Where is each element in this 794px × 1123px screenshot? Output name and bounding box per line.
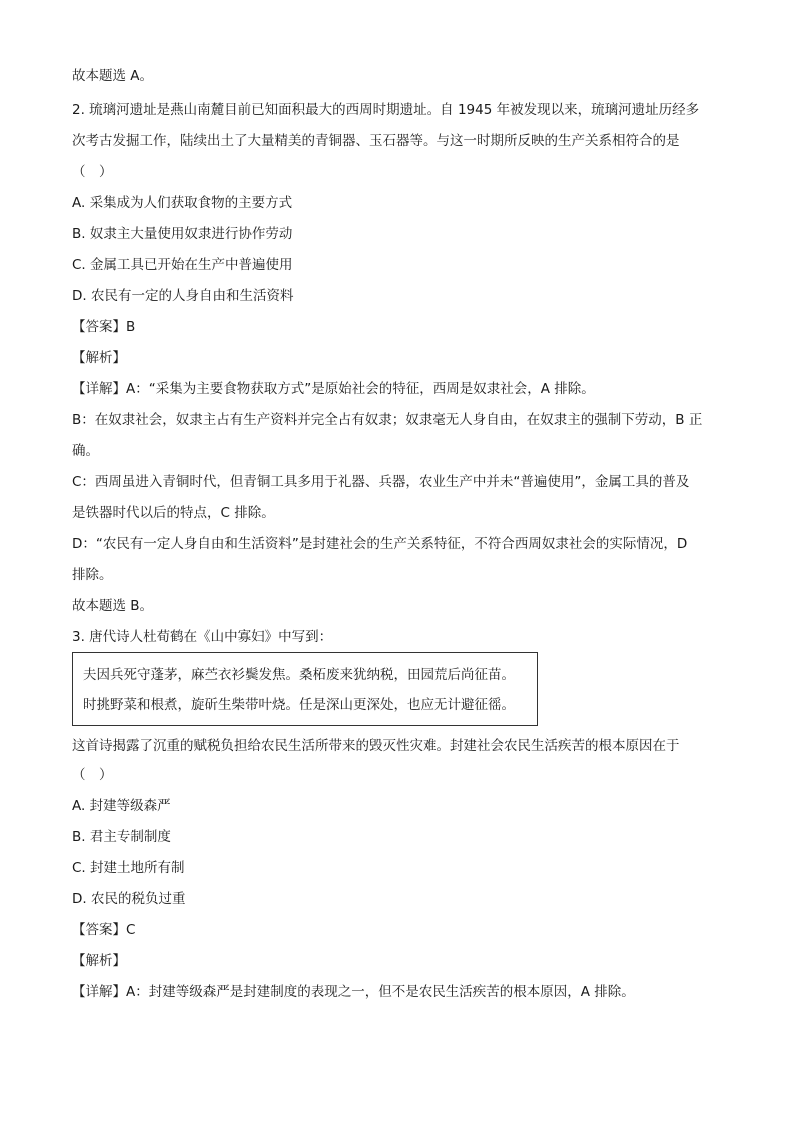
detail-a: 【详解】A：封建等级森严是封建制度的表现之一，但不是农民生活疾苦的根本原因，A 排除。 (72, 984, 635, 1000)
analysis-label: 【解析】 (72, 953, 126, 969)
answer-label: 【答案】B (72, 319, 136, 335)
option-a: A. 封建等级森严 (72, 798, 171, 814)
analysis-label: 【解析】 (72, 350, 126, 366)
question-2-stem-cont: 次考古发掘工作，陆续出土了大量精美的青铜器、玉石器等。与这一时期所反映的生产关系相符合的是 (72, 133, 680, 149)
poem-line: 夫因兵死守蓬茅，麻苎衣衫鬓发焦。桑柘废来犹纳税，田园荒后尚征苗。 (83, 667, 515, 683)
option-c: C. 金属工具已开始在生产中普遍使用 (72, 257, 293, 273)
answer-blank: （ ） (72, 767, 113, 783)
detail-b-cont: 确。 (72, 443, 99, 459)
detail-c: C：西周虽进入青铜时代，但青铜工具多用于礼器、兵器，农业生产中并未“普遍使用”，金属工具的普及 (72, 474, 690, 490)
poem-box (72, 652, 538, 726)
conclusion: 故本题选 B。 (72, 598, 154, 614)
answer-label: 【答案】C (72, 922, 136, 938)
detail-b: B：在奴隶社会，奴隶主占有生产资料并完全占有奴隶；奴隶毫无人身自由，在奴隶主的强制下劳动，B 正 (72, 412, 703, 428)
detail-d: D：“农民有一定人身自由和生活资料”是封建社会的生产关系特征，不符合西周奴隶社会的实际情况，D (72, 536, 688, 552)
question-3-text: 这首诗揭露了沉重的赋税负担给农民生活所带来的毁灭性灾难。封建社会农民生活疾苦的根本原因在于 (72, 738, 680, 754)
option-a: A. 采集成为人们获取食物的主要方式 (72, 195, 293, 211)
detail-d-cont: 排除。 (72, 567, 113, 583)
poem-line: 时挑野菜和根煮，旋斫生柴带叶烧。任是深山更深处，也应无计避征徭。 (83, 697, 515, 713)
text-line: 故本题选 A。 (72, 68, 154, 84)
question-2-stem: 2. 琉璃河遗址是燕山南麓目前已知面积最大的西周时期遗址。自 1945 年被发现以来，琉璃河遗址历经多 (72, 102, 700, 118)
detail-a: 【详解】A：“采集为主要食物获取方式”是原始社会的特征，西周是奴隶社会，A 排除。 (72, 381, 595, 397)
question-3-stem: 3. 唐代诗人杜荀鹤在《山中寡妇》中写到： (72, 629, 333, 645)
answer-blank: （ ） (72, 164, 113, 180)
option-b: B. 奴隶主大量使用奴隶进行协作劳动 (72, 226, 293, 242)
detail-c-cont: 是铁器时代以后的特点，C 排除。 (72, 505, 275, 521)
option-d: D. 农民有一定的人身自由和生活资料 (72, 288, 294, 304)
option-b: B. 君主专制制度 (72, 829, 171, 845)
option-c: C. 封建土地所有制 (72, 860, 185, 876)
option-d: D. 农民的税负过重 (72, 891, 186, 907)
